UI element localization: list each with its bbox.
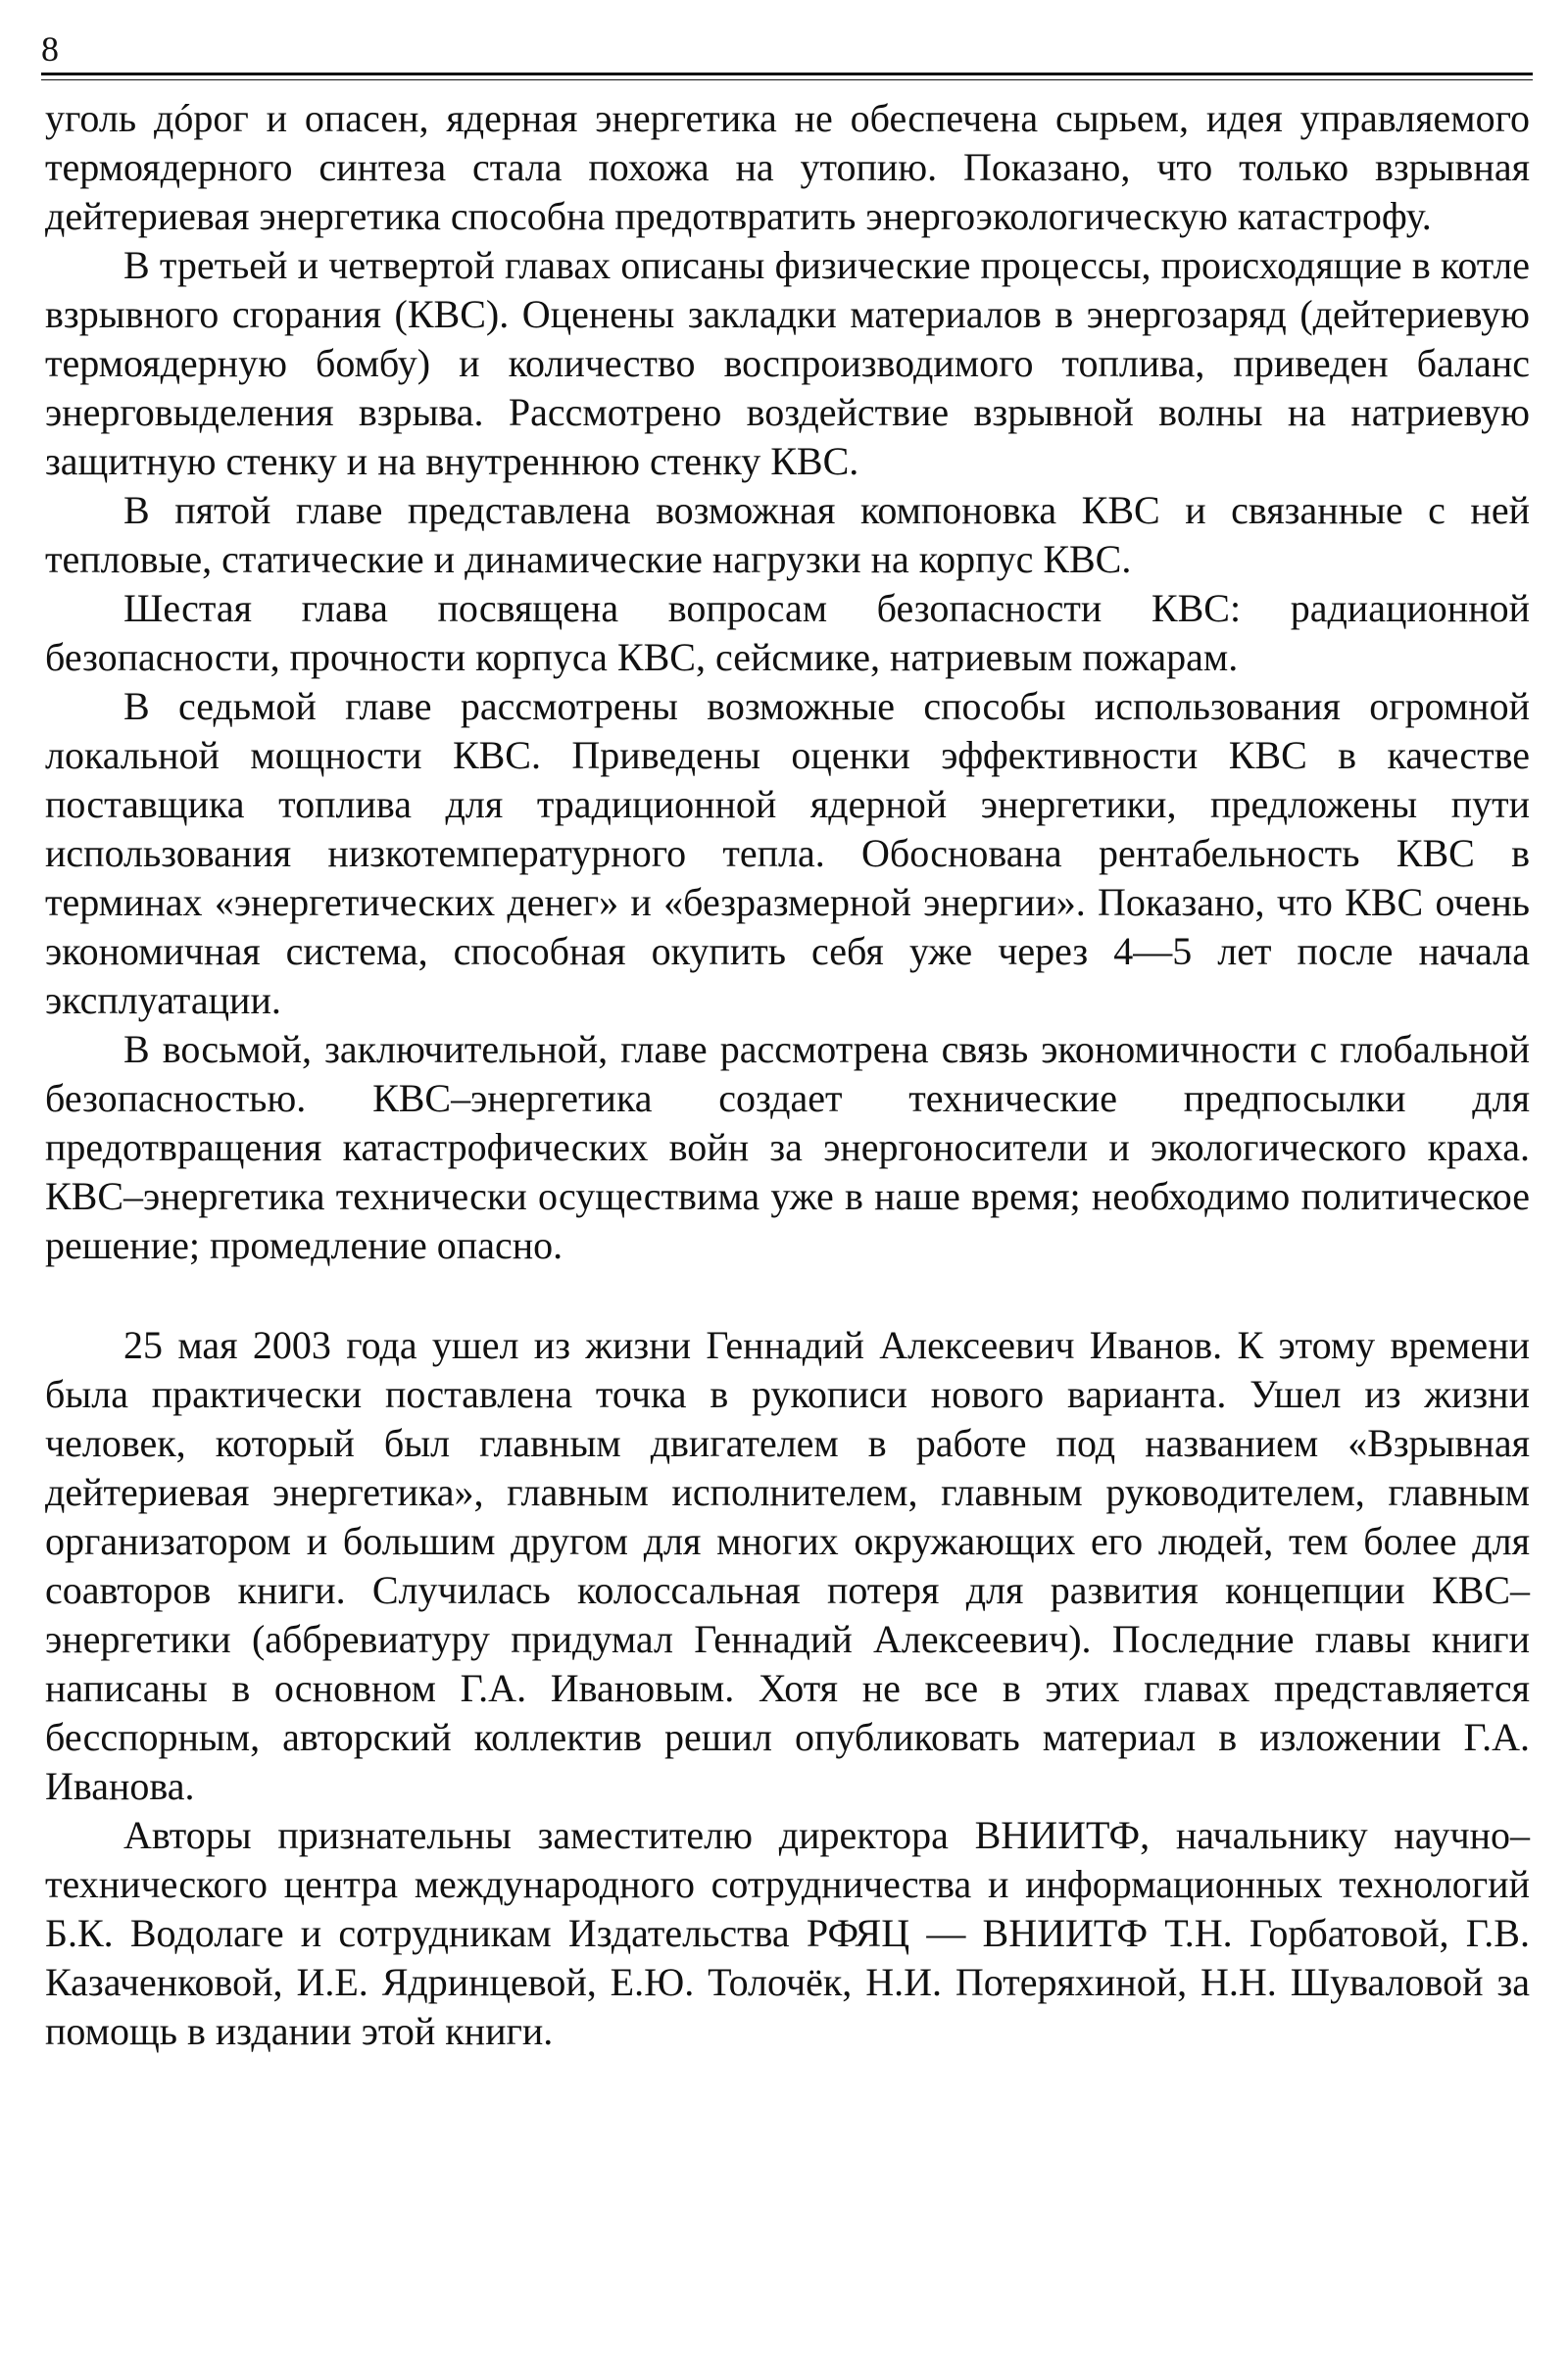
paragraph-6: В восьмой, заключительной, главе рассмотрена связь экономичности с глобальной безопасностью. КВС–энергетика создает технические предпосылки для предотвращения катастрофических войн за энергоносители и экологического краха. КВС–энергетика технически осуществима уже в наше время; необходимо политическое решение; промедление опасно. [45, 1027, 1530, 1267]
paragraph-1: уголь дóрог и опасен, ядерная энергетика не обеспечена сырьем, идея управляемого термоядерного синтеза стала похожа на утопию. Показано, что только взрывная дейтериевая энергетика способна предотвратить энергоэкологическую катастрофу. [45, 96, 1530, 238]
header-rule-thin [41, 79, 1533, 80]
paragraph-8: Авторы признательны заместителю директора ВНИИТФ, начальнику научно–технического центра международного сотрудничества и информационных технологий Б.К. Водолаге и сотрудникам Издательства РФЯЦ — ВНИИТФ Т.Н. Горбатовой, Г.В. Казаченковой, И.Е. Ядринцевой, Е.Ю. Толочёк, Н.И. Потеряхиной, Н.Н. Шуваловой за помощь в издании этой книги. [45, 1813, 1530, 2053]
paragraph-3: В пятой главе представлена возможная компоновка КВС и связанные с ней тепловые, статические и динамические нагрузки на корпус КВС. [45, 488, 1530, 581]
header-rule [41, 73, 1533, 75]
paragraph-5: В седьмой главе рассмотрены возможные способы использования огромной локальной мощности КВС. Приведены оценки эффективности КВС в качестве поставщика топлива для традиционной ядерной энергетики, предложены пути использования низкотемпературного тепла. Обоснована рентабельность КВС в терминах «энергетических денег» и «безразмерной энергии». Показано, что КВС очень экономичная система, способная окупить себя уже через 4—5 лет после начала эксплуатации. [45, 684, 1530, 1022]
paragraph-2: В третьей и четвертой главах описаны физические процессы, происходящие в котле взрывного сгорания (КВС). Оценены закладки материалов в энергозаряд (дейтериевую термоядерную бомбу) и количество воспроизводимого топлива, приведен баланс энерговыделения взрыва. Рассмотрено воздействие взрывной волны на натриевую защитную стенку и на внутреннюю стенку КВС. [45, 243, 1530, 483]
paragraph-7: 25 мая 2003 года ушел из жизни Геннадий Алексеевич Иванов. К этому времени была практически поставлена точка в рукописи нового варианта. Ушел из жизни человек, который был главным двигателем в работе под названием «Взрывная дейтериевая энергетика», главным исполнителем, главным руководителем, главным организатором и большим другом для многих окружающих его людей, тем более для соавторов книги. Случилась колоссальная потеря для развития концепции КВС–энергетики (аббревиатуру придумал Геннадий Алексеевич). Последние главы книги написаны в основном Г.А. Ивановым. Хотя не все в этих главах представляется бесспорным, авторский коллектив решил опубликовать материал в изложении Г.А. Иванова. [45, 1323, 1530, 1808]
text-body [45, 94, 1530, 2056]
paragraph-4: Шестая глава посвящена вопросам безопасности КВС: радиационной безопасности, прочности корпуса КВС, сейсмике, натриевым пожарам. [45, 586, 1530, 679]
page-number: 8 [41, 29, 59, 69]
